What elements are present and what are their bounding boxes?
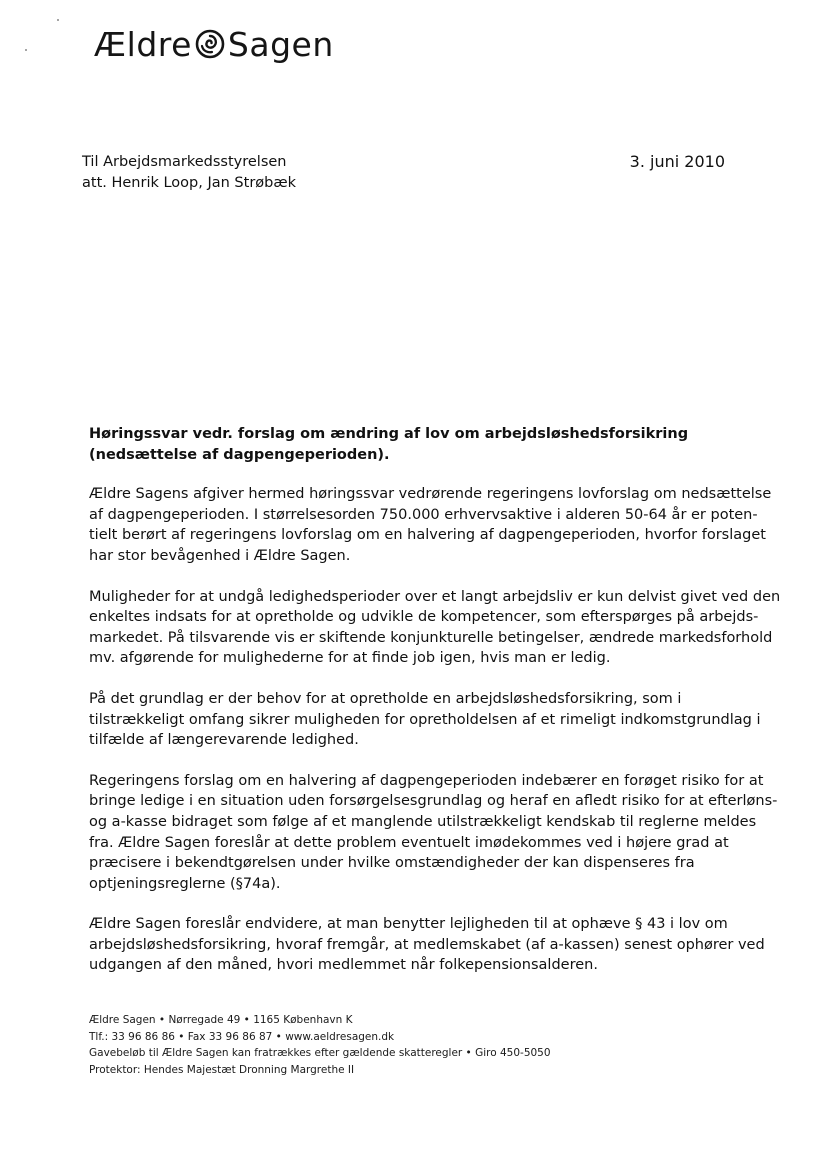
scan-speck: [57, 19, 59, 21]
paragraph-line: Muligheder for at undgå ledighedsperioder over et langt arbejdsliv er kun delvist givet ved den: [89, 588, 781, 605]
footer-contact: Tlf.: 33 96 86 86 • Fax 33 96 86 87 • www.aeldresagen.dk: [89, 1030, 395, 1043]
paragraph-line: fra. Ældre Sagen foreslår at dette problem eventuelt imødekommes ved i højere grad at: [89, 834, 729, 851]
scan-speck: [25, 49, 27, 51]
paragraph-line: af dagpengeperioden. I størrelsesorden 750.000 erhvervsaktive i alderen 50-64 år er poten-: [89, 506, 758, 523]
paragraph-line: Ældre Sagens afgiver hermed høringssvar vedrørende regeringens lovforslag om nedsættelse: [89, 486, 772, 503]
paragraph-line: og a-kasse bidraget som følge af et manglende utilstrækkeligt kendskab til reglerne meldes: [89, 813, 757, 830]
logo-text-left: Ældre: [94, 24, 192, 64]
paragraph-line: præcisere i bekendtgørelsen under hvilke omstændigheder der kan dispenseres fra: [89, 855, 695, 872]
paragraph: [89, 689, 781, 751]
paragraph: [89, 484, 781, 566]
paragraph-line: Ældre Sagen foreslår endvidere, at man benytter lejligheden til at ophæve § 43 i lov om: [89, 916, 728, 933]
letter-date: 3. juni 2010: [629, 152, 725, 171]
footer-donation-note: Gavebeløb til Ældre Sagen kan fratrækkes efter gældende skatteregler • Giro 450-5050: [89, 1047, 551, 1059]
paragraph-line: tilfælde af længerevarende ledighed.: [89, 732, 359, 749]
recipient-block: [82, 152, 462, 194]
heading-line: Høringssvar vedr. forslag om ændring af lov om arbejdsløshedsforsikring: [89, 426, 689, 442]
footer-patron: Protektor: Hendes Majestæt Dronning Margrethe II: [89, 1063, 355, 1076]
letter-footer: [89, 1012, 689, 1078]
paragraph-line: optjeningsreglerne (§74a).: [89, 875, 281, 892]
letter-body: [89, 424, 781, 996]
letter-heading: [89, 424, 781, 465]
paragraph-line: udgangen af den måned, hvori medlemmet når folkepensionsalderen.: [89, 957, 598, 974]
recipient-line: Til Arbejdsmarkedsstyrelsen: [82, 154, 287, 170]
paragraph-line: arbejdsløshedsforsikring, hvoraf fremgår, at medlemskabet (af a-kassen) senest ophører ved: [89, 936, 765, 953]
paragraph-line: På det grundlag er der behov for at opretholde en arbejdsløshedsforsikring, som i: [89, 690, 682, 707]
footer-address: Ældre Sagen • Nørregade 49 • 1165 København K: [89, 1014, 353, 1026]
paragraph: [89, 771, 781, 895]
logo-text-right: Sagen: [227, 24, 334, 64]
paragraph-line: enkeltes indsats for at opretholde og udvikle de kompetencer, som efterspørges på arbejds-: [89, 609, 759, 626]
paragraph-line: markedet. På tilsvarende vis er skiftende konjunkturelle betingelser, ændrede markedsforhold: [89, 629, 773, 646]
paragraph: [89, 914, 781, 976]
paragraph-line: bringe ledige i en situation uden forsørgelsesgrundlag og heraf en afledt risiko for at efterløns-: [89, 793, 778, 810]
paragraph-line: tielt berørt af regeringens lovforslag om en halvering af dagpengeperioden, hvorfor forslaget: [89, 527, 766, 544]
logo-swirl-icon: [194, 28, 226, 60]
paragraph-line: Regeringens forslag om en halvering af dagpengeperioden indebærer en forøget risiko for at: [89, 772, 764, 789]
paragraph-line: har stor bevågenhed i Ældre Sagen.: [89, 547, 351, 564]
paragraph-line: mv. afgørende for mulighederne for at finde job igen, hvis man er ledig.: [89, 650, 611, 667]
heading-line: (nedsættelse af dagpengeperioden).: [89, 446, 390, 463]
logo: [94, 22, 334, 66]
paragraph: [89, 587, 781, 669]
recipient-line: att. Henrik Loop, Jan Strøbæk: [82, 175, 296, 191]
paragraph-line: tilstrækkeligt omfang sikrer muligheden for opretholdelsen af et rimeligt indkomstgrundlag i: [89, 711, 761, 728]
